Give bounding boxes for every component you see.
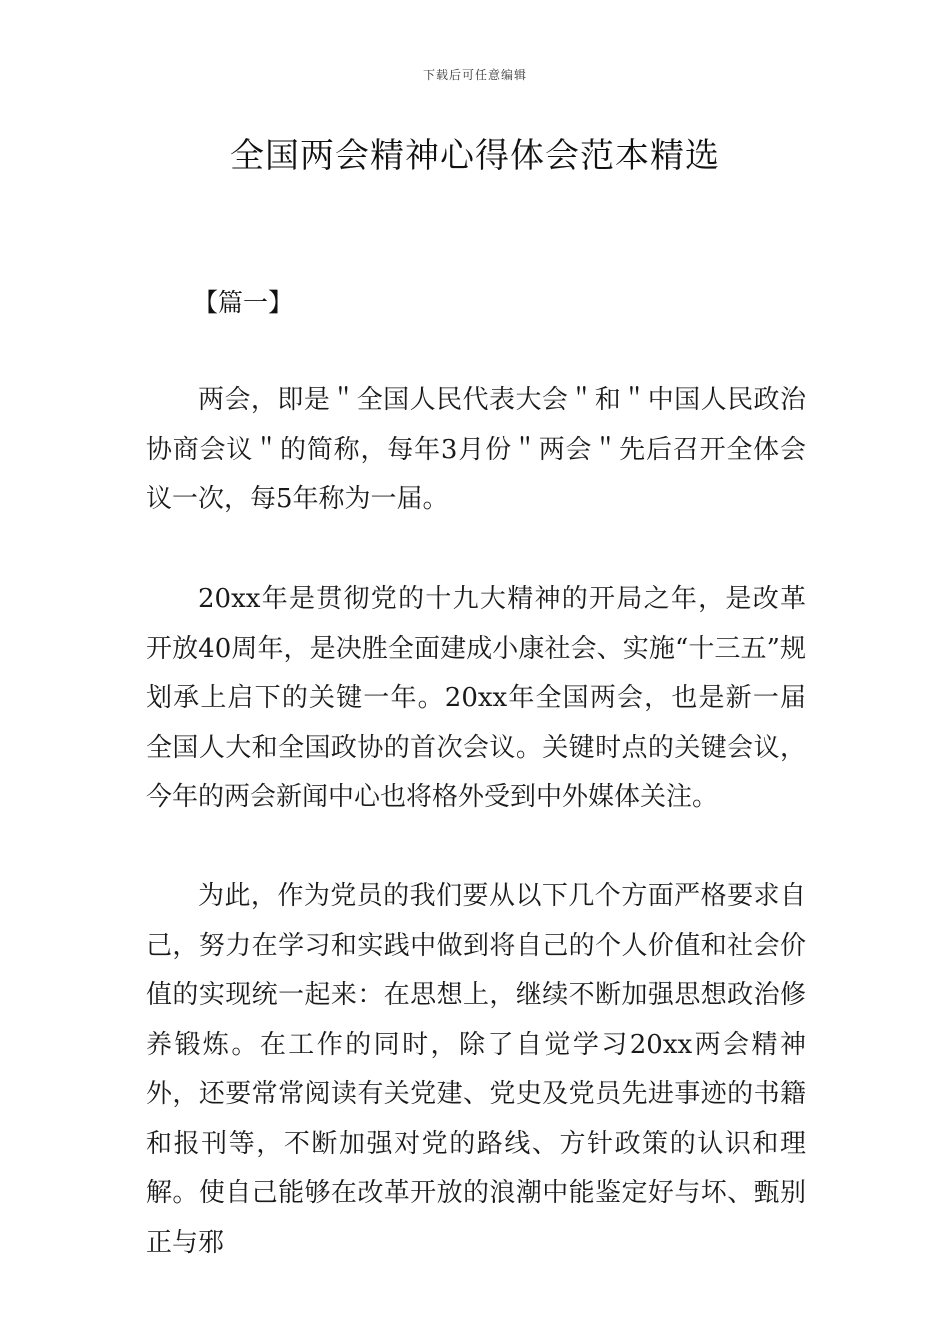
paragraph-2: 20xx年是贯彻党的十九大精神的开局之年，是改革开放40周年，是决胜全面建成小康社会、实施“十三五”规划承上启下的关键一年。20xx年全国两会，也是新一届全国人大和全国政协的首次会议。关键时点的关键会议，今年的两会新闻中心也将格外受到中外媒体关注。 — [146, 584, 806, 812]
paragraph-1: 两会，即是＂全国人民代表大会＂和＂中国人民政治协商会议＂的简称，每年3月份＂两会＂先后召开全体会议一次，每5年称为一届。 — [146, 385, 806, 514]
header-note: 下载后可任意编辑 — [422, 68, 527, 82]
page-title: 全国两会精神心得体会范本精选 — [230, 136, 720, 176]
section-label: 【篇一】 — [193, 288, 294, 317]
paragraph-3: 为此，作为党员的我们要从以下几个方面严格要求自己，努力在学习和实践中做到将自己的个人价值和社会价值的实现统一起来：在思想上，继续不断加强思想政治修养锻炼。在工作的同时，除了自觉学习20xx两会精神外，还要常常阅读有关党建、党史及党员先进事迹的书籍和报刊等，不断加强对党的路线、方针政策的认识和理解。使自己能够在改革开放的浪潮中能鉴定好与坏、甄别正与邪 — [146, 881, 806, 1258]
